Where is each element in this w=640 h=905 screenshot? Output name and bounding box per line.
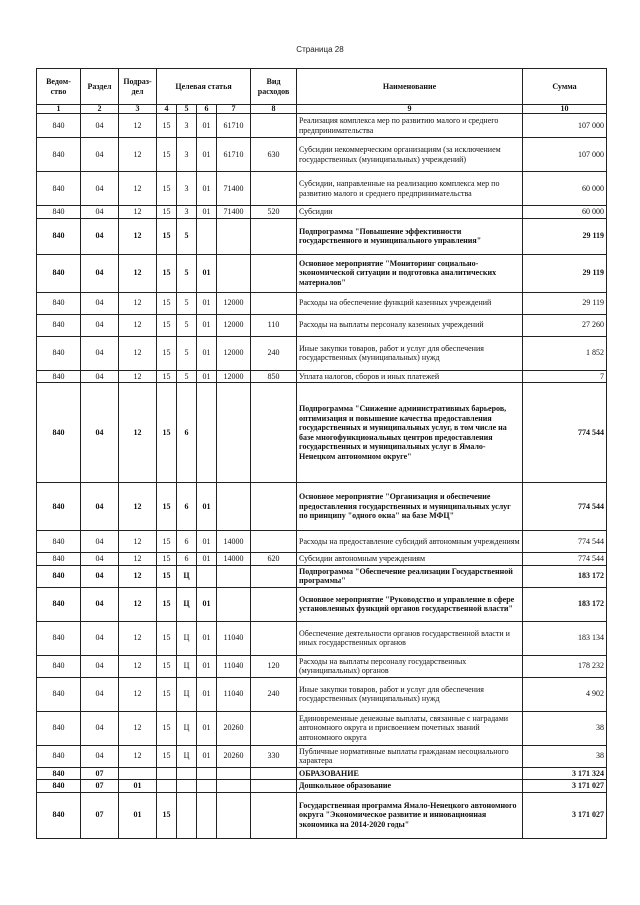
cell-vid-raskhodov bbox=[251, 621, 297, 655]
cell-vedomstvo: 840 bbox=[37, 531, 81, 553]
cell-podrazdel: 12 bbox=[119, 745, 157, 767]
cell-razdel: 04 bbox=[81, 218, 119, 254]
table-row bbox=[37, 370, 607, 383]
cell-vedomstvo: 840 bbox=[37, 114, 81, 138]
cell-vid-raskhodov: 850 bbox=[251, 370, 297, 383]
cell-podrazdel: 12 bbox=[119, 314, 157, 336]
cell-summa: 29 119 bbox=[523, 254, 607, 292]
cell-cs-subprogram: Ц bbox=[177, 655, 197, 677]
cell-cs-event: 01 bbox=[197, 336, 217, 370]
cell-razdel: 04 bbox=[81, 587, 119, 621]
cell-podrazdel: 12 bbox=[119, 114, 157, 138]
cell-vedomstvo: 840 bbox=[37, 792, 81, 838]
cell-vid-raskhodov bbox=[251, 483, 297, 531]
cell-razdel: 04 bbox=[81, 314, 119, 336]
cell-razdel: 07 bbox=[81, 792, 119, 838]
cell-podrazdel: 12 bbox=[119, 677, 157, 711]
cell-cs-direction: 14000 bbox=[217, 531, 251, 553]
cell-podrazdel: 12 bbox=[119, 172, 157, 206]
cell-naimenovanie: Основное мероприятие "Руководство и управление в сфере установленных функций органов государственной власти" bbox=[297, 587, 523, 621]
cell-naimenovanie: Государственная программа Ямало-Ненецкого автономного округа "Экономическое развитие и инновационная экономика на 2014-2020 годы" bbox=[297, 792, 523, 838]
cell-summa: 29 119 bbox=[523, 218, 607, 254]
cell-razdel: 04 bbox=[81, 621, 119, 655]
cell-cs-subprogram: Ц bbox=[177, 587, 197, 621]
cell-cs-direction: 61710 bbox=[217, 114, 251, 138]
col-number: 6 bbox=[197, 105, 217, 114]
cell-vedomstvo: 840 bbox=[37, 780, 81, 793]
table-row bbox=[37, 711, 607, 745]
col-number: 1 bbox=[37, 105, 81, 114]
cell-podrazdel: 12 bbox=[119, 553, 157, 566]
cell-summa: 1 852 bbox=[523, 336, 607, 370]
cell-vid-raskhodov bbox=[251, 780, 297, 793]
cell-vid-raskhodov bbox=[251, 565, 297, 587]
cell-podrazdel: 12 bbox=[119, 483, 157, 531]
cell-vid-raskhodov bbox=[251, 292, 297, 314]
cell-razdel: 04 bbox=[81, 711, 119, 745]
cell-cs-event: 01 bbox=[197, 587, 217, 621]
cell-naimenovanie: Подпрограмма "Снижение административных барьеров, оптимизация и повышение качества предоставления государственных и муниципальных услуг, в том числе на базе многофункциональных центров предоставления государственных и муниципальных услуг в Ямало-Ненецком автономном округе" bbox=[297, 383, 523, 483]
table-row bbox=[37, 138, 607, 172]
cell-cs-event: 01 bbox=[197, 655, 217, 677]
cell-cs-event bbox=[197, 792, 217, 838]
cell-summa: 60 000 bbox=[523, 172, 607, 206]
cell-cs-program: 15 bbox=[157, 553, 177, 566]
cell-cs-subprogram: Ц bbox=[177, 677, 197, 711]
table-row bbox=[37, 483, 607, 531]
cell-naimenovanie: Субсидии bbox=[297, 206, 523, 219]
cell-cs-event bbox=[197, 218, 217, 254]
cell-cs-event: 01 bbox=[197, 254, 217, 292]
cell-vedomstvo: 840 bbox=[37, 711, 81, 745]
cell-vedomstvo: 840 bbox=[37, 138, 81, 172]
cell-vid-raskhodov: 630 bbox=[251, 138, 297, 172]
cell-vid-raskhodov bbox=[251, 531, 297, 553]
cell-cs-event bbox=[197, 780, 217, 793]
cell-razdel: 04 bbox=[81, 745, 119, 767]
cell-cs-program: 15 bbox=[157, 383, 177, 483]
cell-cs-direction: 11040 bbox=[217, 677, 251, 711]
col-number: 2 bbox=[81, 105, 119, 114]
cell-cs-program: 15 bbox=[157, 483, 177, 531]
col-number: 9 bbox=[297, 105, 523, 114]
cell-vedomstvo: 840 bbox=[37, 565, 81, 587]
col-number: 8 bbox=[251, 105, 297, 114]
cell-podrazdel: 12 bbox=[119, 655, 157, 677]
cell-razdel: 04 bbox=[81, 553, 119, 566]
cell-summa: 107 000 bbox=[523, 138, 607, 172]
cell-cs-event bbox=[197, 565, 217, 587]
cell-cs-event: 01 bbox=[197, 483, 217, 531]
cell-razdel: 04 bbox=[81, 483, 119, 531]
cell-naimenovanie: Субсидии автономным учреждениям bbox=[297, 553, 523, 566]
cell-cs-subprogram: 3 bbox=[177, 138, 197, 172]
cell-summa: 774 544 bbox=[523, 531, 607, 553]
cell-vedomstvo: 840 bbox=[37, 767, 81, 780]
cell-vid-raskhodov: 240 bbox=[251, 677, 297, 711]
cell-cs-event bbox=[197, 383, 217, 483]
table-row bbox=[37, 172, 607, 206]
cell-cs-program: 15 bbox=[157, 218, 177, 254]
cell-cs-program: 15 bbox=[157, 587, 177, 621]
cell-cs-subprogram: 6 bbox=[177, 383, 197, 483]
cell-cs-subprogram: 5 bbox=[177, 370, 197, 383]
table-row bbox=[37, 621, 607, 655]
cell-naimenovanie: Публичные нормативные выплаты гражданам несоциального характера bbox=[297, 745, 523, 767]
cell-podrazdel: 12 bbox=[119, 254, 157, 292]
cell-razdel: 04 bbox=[81, 336, 119, 370]
cell-podrazdel: 12 bbox=[119, 383, 157, 483]
cell-summa: 60 000 bbox=[523, 206, 607, 219]
cell-vid-raskhodov: 620 bbox=[251, 553, 297, 566]
table-row bbox=[37, 792, 607, 838]
cell-vid-raskhodov bbox=[251, 383, 297, 483]
cell-vid-raskhodov bbox=[251, 587, 297, 621]
cell-razdel: 04 bbox=[81, 677, 119, 711]
cell-cs-direction bbox=[217, 254, 251, 292]
cell-cs-subprogram: Ц bbox=[177, 745, 197, 767]
cell-cs-subprogram: 5 bbox=[177, 218, 197, 254]
cell-cs-subprogram: 5 bbox=[177, 336, 197, 370]
cell-cs-program: 15 bbox=[157, 621, 177, 655]
cell-vedomstvo: 840 bbox=[37, 172, 81, 206]
cell-cs-direction bbox=[217, 483, 251, 531]
cell-naimenovanie: ОБРАЗОВАНИЕ bbox=[297, 767, 523, 780]
cell-summa: 29 119 bbox=[523, 292, 607, 314]
cell-cs-program bbox=[157, 767, 177, 780]
cell-vedomstvo: 840 bbox=[37, 587, 81, 621]
cell-naimenovanie: Расходы на выплаты персоналу казенных учреждений bbox=[297, 314, 523, 336]
cell-cs-program: 15 bbox=[157, 254, 177, 292]
cell-naimenovanie: Субсидии, направленные на реализацию комплекса мер по развитию малого и среднего предпринимательства bbox=[297, 172, 523, 206]
cell-naimenovanie: Уплата налогов, сборов и иных платежей bbox=[297, 370, 523, 383]
header-naimenovanie: Наименование bbox=[297, 69, 523, 105]
cell-cs-subprogram: 6 bbox=[177, 531, 197, 553]
cell-cs-direction: 20260 bbox=[217, 711, 251, 745]
col-number: 7 bbox=[217, 105, 251, 114]
cell-naimenovanie: Единовременные денежные выплаты, связанные с наградами автономного округа и присвоением почетных званий автономного округа bbox=[297, 711, 523, 745]
cell-razdel: 04 bbox=[81, 206, 119, 219]
cell-vedomstvo: 840 bbox=[37, 655, 81, 677]
cell-naimenovanie: Основное мероприятие "Организация и обеспечение предоставления государственных и муниципальных услуг по принципу "одного окна" на базе МФЦ" bbox=[297, 483, 523, 531]
cell-cs-program: 15 bbox=[157, 292, 177, 314]
header-vid-raskhodov: Вид расходов bbox=[251, 69, 297, 105]
cell-cs-direction: 11040 bbox=[217, 621, 251, 655]
cell-cs-program: 15 bbox=[157, 565, 177, 587]
cell-naimenovanie: Подпрограмма "Повышение эффективности государственного и муниципального управления" bbox=[297, 218, 523, 254]
header-celevaya-statya: Целевая статья bbox=[157, 69, 251, 105]
cell-podrazdel: 01 bbox=[119, 792, 157, 838]
cell-vedomstvo: 840 bbox=[37, 553, 81, 566]
cell-cs-subprogram: Ц bbox=[177, 711, 197, 745]
cell-summa: 3 171 027 bbox=[523, 780, 607, 793]
table-row bbox=[37, 677, 607, 711]
cell-cs-direction bbox=[217, 565, 251, 587]
cell-vid-raskhodov: 520 bbox=[251, 206, 297, 219]
cell-vid-raskhodov: 240 bbox=[251, 336, 297, 370]
cell-cs-program: 15 bbox=[157, 336, 177, 370]
cell-summa: 27 260 bbox=[523, 314, 607, 336]
cell-cs-subprogram: Ц bbox=[177, 565, 197, 587]
page-number-label: Страница 28 bbox=[296, 45, 344, 54]
table-row bbox=[37, 780, 607, 793]
cell-razdel: 04 bbox=[81, 655, 119, 677]
cell-naimenovanie: Подпрограмма "Обеспечение реализации Государственной программы" bbox=[297, 565, 523, 587]
table-row bbox=[37, 565, 607, 587]
cell-cs-direction: 12000 bbox=[217, 314, 251, 336]
cell-vedomstvo: 840 bbox=[37, 336, 81, 370]
col-number: 10 bbox=[523, 105, 607, 114]
cell-naimenovanie: Иные закупки товаров, работ и услуг для обеспечения государственных (муниципальных) нужд bbox=[297, 677, 523, 711]
cell-cs-event: 01 bbox=[197, 553, 217, 566]
cell-cs-program: 15 bbox=[157, 531, 177, 553]
cell-razdel: 07 bbox=[81, 767, 119, 780]
table-row bbox=[37, 314, 607, 336]
cell-vedomstvo: 840 bbox=[37, 254, 81, 292]
cell-cs-direction bbox=[217, 587, 251, 621]
cell-cs-program: 15 bbox=[157, 114, 177, 138]
cell-vedomstvo: 840 bbox=[37, 745, 81, 767]
cell-cs-subprogram: 5 bbox=[177, 254, 197, 292]
cell-podrazdel bbox=[119, 767, 157, 780]
cell-vid-raskhodov bbox=[251, 114, 297, 138]
cell-cs-program: 15 bbox=[157, 314, 177, 336]
cell-cs-direction: 61710 bbox=[217, 138, 251, 172]
cell-naimenovanie: Обеспечение деятельности органов государственной власти и иных государственных органов bbox=[297, 621, 523, 655]
cell-cs-subprogram: 3 bbox=[177, 206, 197, 219]
cell-cs-event: 01 bbox=[197, 711, 217, 745]
cell-cs-program: 15 bbox=[157, 206, 177, 219]
cell-vedomstvo: 840 bbox=[37, 677, 81, 711]
cell-vid-raskhodov bbox=[251, 254, 297, 292]
cell-razdel: 04 bbox=[81, 383, 119, 483]
cell-razdel: 04 bbox=[81, 292, 119, 314]
cell-cs-direction: 12000 bbox=[217, 370, 251, 383]
cell-cs-program: 15 bbox=[157, 711, 177, 745]
cell-podrazdel: 12 bbox=[119, 138, 157, 172]
cell-cs-subprogram bbox=[177, 780, 197, 793]
cell-vid-raskhodov bbox=[251, 792, 297, 838]
header-vedomstvo: Ведом-ство bbox=[37, 69, 81, 105]
cell-cs-event: 01 bbox=[197, 292, 217, 314]
header-summa: Сумма bbox=[523, 69, 607, 105]
cell-cs-subprogram: 5 bbox=[177, 314, 197, 336]
header-razdel: Раздел bbox=[81, 69, 119, 105]
cell-summa: 183 172 bbox=[523, 587, 607, 621]
cell-vedomstvo: 840 bbox=[37, 292, 81, 314]
cell-summa: 774 544 bbox=[523, 483, 607, 531]
cell-vid-raskhodov bbox=[251, 172, 297, 206]
cell-vid-raskhodov bbox=[251, 711, 297, 745]
cell-naimenovanie: Дошкольное образование bbox=[297, 780, 523, 793]
cell-cs-event: 01 bbox=[197, 745, 217, 767]
cell-cs-direction: 71400 bbox=[217, 172, 251, 206]
cell-cs-event: 01 bbox=[197, 531, 217, 553]
cell-cs-event: 01 bbox=[197, 314, 217, 336]
cell-razdel: 04 bbox=[81, 172, 119, 206]
table-row bbox=[37, 218, 607, 254]
cell-cs-program: 15 bbox=[157, 172, 177, 206]
cell-cs-program: 15 bbox=[157, 655, 177, 677]
table-row bbox=[37, 292, 607, 314]
cell-cs-direction bbox=[217, 383, 251, 483]
cell-podrazdel: 12 bbox=[119, 218, 157, 254]
cell-summa: 183 172 bbox=[523, 565, 607, 587]
cell-naimenovanie: Расходы на обеспечение функций казенных учреждений bbox=[297, 292, 523, 314]
table-row bbox=[37, 114, 607, 138]
cell-summa: 3 171 324 bbox=[523, 767, 607, 780]
table-row bbox=[37, 206, 607, 219]
cell-summa: 183 134 bbox=[523, 621, 607, 655]
cell-naimenovanie: Расходы на выплаты персоналу государственных (муниципальных) органов bbox=[297, 655, 523, 677]
cell-cs-subprogram: Ц bbox=[177, 621, 197, 655]
cell-cs-event: 01 bbox=[197, 677, 217, 711]
table-row bbox=[37, 531, 607, 553]
cell-vid-raskhodov bbox=[251, 767, 297, 780]
cell-podrazdel: 01 bbox=[119, 780, 157, 793]
cell-cs-program: 15 bbox=[157, 677, 177, 711]
cell-cs-event: 01 bbox=[197, 138, 217, 172]
cell-cs-program: 15 bbox=[157, 370, 177, 383]
cell-vedomstvo: 840 bbox=[37, 314, 81, 336]
cell-summa: 4 902 bbox=[523, 677, 607, 711]
cell-summa: 178 232 bbox=[523, 655, 607, 677]
table-row bbox=[37, 383, 607, 483]
cell-cs-subprogram: 5 bbox=[177, 292, 197, 314]
cell-podrazdel: 12 bbox=[119, 621, 157, 655]
cell-podrazdel: 12 bbox=[119, 565, 157, 587]
cell-summa: 774 544 bbox=[523, 383, 607, 483]
col-number: 5 bbox=[177, 105, 197, 114]
cell-cs-subprogram: 6 bbox=[177, 553, 197, 566]
cell-razdel: 07 bbox=[81, 780, 119, 793]
cell-cs-event: 01 bbox=[197, 172, 217, 206]
cell-cs-event: 01 bbox=[197, 114, 217, 138]
cell-cs-subprogram: 6 bbox=[177, 483, 197, 531]
cell-cs-direction bbox=[217, 218, 251, 254]
cell-naimenovanie: Расходы на предоставление субсидий автономным учреждениям bbox=[297, 531, 523, 553]
cell-cs-direction: 11040 bbox=[217, 655, 251, 677]
cell-cs-program: 15 bbox=[157, 745, 177, 767]
cell-vid-raskhodov: 330 bbox=[251, 745, 297, 767]
cell-razdel: 04 bbox=[81, 138, 119, 172]
cell-podrazdel: 12 bbox=[119, 711, 157, 745]
cell-razdel: 04 bbox=[81, 565, 119, 587]
cell-cs-direction: 12000 bbox=[217, 336, 251, 370]
cell-razdel: 04 bbox=[81, 370, 119, 383]
cell-vedomstvo: 840 bbox=[37, 218, 81, 254]
cell-cs-subprogram: 3 bbox=[177, 172, 197, 206]
cell-razdel: 04 bbox=[81, 254, 119, 292]
cell-summa: 107 000 bbox=[523, 114, 607, 138]
cell-summa: 38 bbox=[523, 711, 607, 745]
cell-podrazdel: 12 bbox=[119, 336, 157, 370]
cell-cs-subprogram bbox=[177, 767, 197, 780]
table-row bbox=[37, 336, 607, 370]
cell-razdel: 04 bbox=[81, 531, 119, 553]
cell-naimenovanie: Иные закупки товаров, работ и услуг для обеспечения государственных (муниципальных) нужд bbox=[297, 336, 523, 370]
cell-vid-raskhodov bbox=[251, 218, 297, 254]
cell-cs-direction: 12000 bbox=[217, 292, 251, 314]
cell-vedomstvo: 840 bbox=[37, 370, 81, 383]
cell-cs-subprogram: 3 bbox=[177, 114, 197, 138]
cell-naimenovanie: Реализация комплекса мер по развитию малого и среднего предпринимательства bbox=[297, 114, 523, 138]
cell-summa: 7 bbox=[523, 370, 607, 383]
cell-cs-event bbox=[197, 767, 217, 780]
col-number: 3 bbox=[119, 105, 157, 114]
table-row bbox=[37, 254, 607, 292]
cell-cs-event: 01 bbox=[197, 370, 217, 383]
cell-podrazdel: 12 bbox=[119, 206, 157, 219]
cell-cs-program bbox=[157, 780, 177, 793]
cell-cs-program: 15 bbox=[157, 792, 177, 838]
budget-table bbox=[36, 68, 607, 839]
cell-naimenovanie: Основное мероприятие "Мониторинг социально-экономической ситуации и подготовка аналитических материалов" bbox=[297, 254, 523, 292]
cell-summa: 3 171 027 bbox=[523, 792, 607, 838]
cell-naimenovanie: Субсидии некоммерческим организациям (за исключением государственных (муниципальных) учреждений) bbox=[297, 138, 523, 172]
cell-podrazdel: 12 bbox=[119, 531, 157, 553]
cell-vid-raskhodov: 120 bbox=[251, 655, 297, 677]
table-row bbox=[37, 553, 607, 566]
cell-summa: 774 544 bbox=[523, 553, 607, 566]
cell-cs-subprogram bbox=[177, 792, 197, 838]
cell-podrazdel: 12 bbox=[119, 587, 157, 621]
table-row bbox=[37, 655, 607, 677]
cell-cs-event: 01 bbox=[197, 206, 217, 219]
cell-cs-direction bbox=[217, 780, 251, 793]
cell-vid-raskhodov: 110 bbox=[251, 314, 297, 336]
cell-cs-event: 01 bbox=[197, 621, 217, 655]
cell-vedomstvo: 840 bbox=[37, 483, 81, 531]
cell-summa: 38 bbox=[523, 745, 607, 767]
table-row bbox=[37, 587, 607, 621]
cell-podrazdel: 12 bbox=[119, 292, 157, 314]
cell-razdel: 04 bbox=[81, 114, 119, 138]
cell-vedomstvo: 840 bbox=[37, 621, 81, 655]
cell-vedomstvo: 840 bbox=[37, 206, 81, 219]
col-number: 4 bbox=[157, 105, 177, 114]
cell-podrazdel: 12 bbox=[119, 370, 157, 383]
cell-cs-direction: 20260 bbox=[217, 745, 251, 767]
cell-cs-program: 15 bbox=[157, 138, 177, 172]
cell-cs-direction: 14000 bbox=[217, 553, 251, 566]
header-podrazdel: Подраз-дел bbox=[119, 69, 157, 105]
table-row bbox=[37, 745, 607, 767]
cell-cs-direction bbox=[217, 767, 251, 780]
cell-vedomstvo: 840 bbox=[37, 383, 81, 483]
table-row bbox=[37, 767, 607, 780]
cell-cs-direction: 71400 bbox=[217, 206, 251, 219]
column-number-row bbox=[37, 105, 607, 114]
cell-cs-direction bbox=[217, 792, 251, 838]
